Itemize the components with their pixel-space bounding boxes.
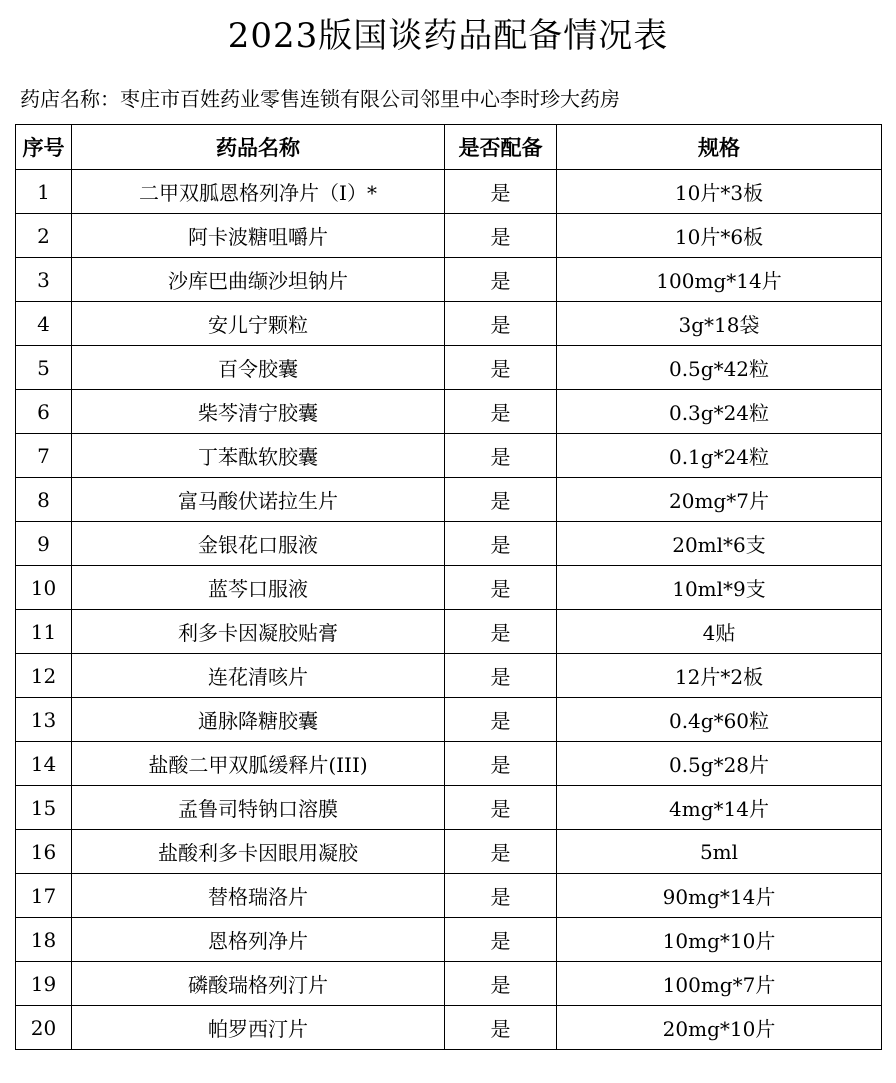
cell-number: 20 <box>16 1006 72 1050</box>
cell-stocked: 是 <box>445 522 557 566</box>
pharmacy-name-line: 药店名称：枣庄市百姓药业零售连锁有限公司邻里中心李时珍大药房 <box>20 87 620 111</box>
table-row <box>16 390 882 434</box>
cell-number: 8 <box>16 478 72 522</box>
cell-specification: 100mg*14片 <box>557 258 882 302</box>
document-title: 2023版国谈药品配备情况表 <box>227 16 669 56</box>
cell-number: 16 <box>16 830 72 874</box>
cell-drug-name: 替格瑞洛片 <box>72 874 445 918</box>
header-drug-name: 药品名称 <box>72 125 445 170</box>
cell-drug-name: 阿卡波糖咀嚼片 <box>72 214 445 258</box>
cell-stocked: 是 <box>445 918 557 962</box>
table-row <box>16 258 882 302</box>
header-specification: 规格 <box>557 125 882 170</box>
cell-number: 14 <box>16 742 72 786</box>
cell-drug-name: 富马酸伏诺拉生片 <box>72 478 445 522</box>
drug-stock-table <box>15 124 882 1050</box>
cell-drug-name: 丁苯酞软胶囊 <box>72 434 445 478</box>
cell-stocked: 是 <box>445 610 557 654</box>
cell-drug-name: 恩格列净片 <box>72 918 445 962</box>
table-row <box>16 698 882 742</box>
cell-number: 2 <box>16 214 72 258</box>
header-number: 序号 <box>16 125 72 170</box>
table-row <box>16 214 882 258</box>
cell-number: 3 <box>16 258 72 302</box>
cell-stocked: 是 <box>445 434 557 478</box>
cell-number: 15 <box>16 786 72 830</box>
cell-stocked: 是 <box>445 874 557 918</box>
cell-stocked: 是 <box>445 390 557 434</box>
cell-drug-name: 通脉降糖胶囊 <box>72 698 445 742</box>
cell-stocked: 是 <box>445 962 557 1006</box>
cell-specification: 0.4g*60粒 <box>557 698 882 742</box>
table-row <box>16 346 882 390</box>
cell-number: 13 <box>16 698 72 742</box>
cell-drug-name: 孟鲁司特钠口溶膜 <box>72 786 445 830</box>
cell-specification: 0.5g*28片 <box>557 742 882 786</box>
table-row <box>16 830 882 874</box>
cell-number: 6 <box>16 390 72 434</box>
table-row <box>16 874 882 918</box>
table-row <box>16 478 882 522</box>
cell-drug-name: 利多卡因凝胶贴膏 <box>72 610 445 654</box>
table-row <box>16 654 882 698</box>
cell-drug-name: 安儿宁颗粒 <box>72 302 445 346</box>
cell-number: 1 <box>16 170 72 214</box>
table-row <box>16 566 882 610</box>
cell-stocked: 是 <box>445 1006 557 1050</box>
cell-specification: 90mg*14片 <box>557 874 882 918</box>
cell-specification: 0.1g*24粒 <box>557 434 882 478</box>
cell-specification: 4mg*14片 <box>557 786 882 830</box>
cell-specification: 0.5g*42粒 <box>557 346 882 390</box>
cell-specification: 100mg*7片 <box>557 962 882 1006</box>
cell-stocked: 是 <box>445 170 557 214</box>
cell-stocked: 是 <box>445 742 557 786</box>
cell-stocked: 是 <box>445 654 557 698</box>
table-row <box>16 434 882 478</box>
table-row <box>16 742 882 786</box>
cell-stocked: 是 <box>445 698 557 742</box>
cell-drug-name: 帕罗西汀片 <box>72 1006 445 1050</box>
cell-drug-name: 连花清咳片 <box>72 654 445 698</box>
cell-stocked: 是 <box>445 786 557 830</box>
table-header-row <box>16 125 882 170</box>
table-row <box>16 302 882 346</box>
table-row <box>16 170 882 214</box>
cell-stocked: 是 <box>445 566 557 610</box>
cell-drug-name: 盐酸利多卡因眼用凝胶 <box>72 830 445 874</box>
table-row <box>16 962 882 1006</box>
cell-number: 4 <box>16 302 72 346</box>
cell-drug-name: 百令胶囊 <box>72 346 445 390</box>
table-row <box>16 610 882 654</box>
table-row <box>16 918 882 962</box>
cell-drug-name: 沙库巴曲缬沙坦钠片 <box>72 258 445 302</box>
cell-number: 17 <box>16 874 72 918</box>
cell-stocked: 是 <box>445 346 557 390</box>
cell-number: 11 <box>16 610 72 654</box>
table-row <box>16 786 882 830</box>
cell-number: 19 <box>16 962 72 1006</box>
table-row <box>16 1006 882 1050</box>
cell-specification: 10片*6板 <box>557 214 882 258</box>
cell-specification: 20mg*7片 <box>557 478 882 522</box>
cell-specification: 12片*2板 <box>557 654 882 698</box>
header-stocked: 是否配备 <box>445 125 557 170</box>
table-row <box>16 522 882 566</box>
cell-drug-name: 盐酸二甲双胍缓释片(III) <box>72 742 445 786</box>
cell-specification: 4贴 <box>557 610 882 654</box>
cell-specification: 0.3g*24粒 <box>557 390 882 434</box>
cell-number: 7 <box>16 434 72 478</box>
cell-specification: 20mg*10片 <box>557 1006 882 1050</box>
cell-number: 12 <box>16 654 72 698</box>
cell-stocked: 是 <box>445 478 557 522</box>
cell-number: 18 <box>16 918 72 962</box>
cell-stocked: 是 <box>445 830 557 874</box>
cell-number: 10 <box>16 566 72 610</box>
cell-number: 5 <box>16 346 72 390</box>
cell-drug-name: 柴芩清宁胶囊 <box>72 390 445 434</box>
cell-drug-name: 二甲双胍恩格列净片（Ⅰ）* <box>72 170 445 214</box>
cell-stocked: 是 <box>445 302 557 346</box>
cell-drug-name: 磷酸瑞格列汀片 <box>72 962 445 1006</box>
cell-specification: 5ml <box>557 830 882 874</box>
cell-stocked: 是 <box>445 214 557 258</box>
cell-stocked: 是 <box>445 258 557 302</box>
cell-specification: 10片*3板 <box>557 170 882 214</box>
cell-number: 9 <box>16 522 72 566</box>
cell-specification: 3g*18袋 <box>557 302 882 346</box>
cell-specification: 20ml*6支 <box>557 522 882 566</box>
cell-specification: 10mg*10片 <box>557 918 882 962</box>
cell-drug-name: 蓝芩口服液 <box>72 566 445 610</box>
cell-specification: 10ml*9支 <box>557 566 882 610</box>
cell-drug-name: 金银花口服液 <box>72 522 445 566</box>
